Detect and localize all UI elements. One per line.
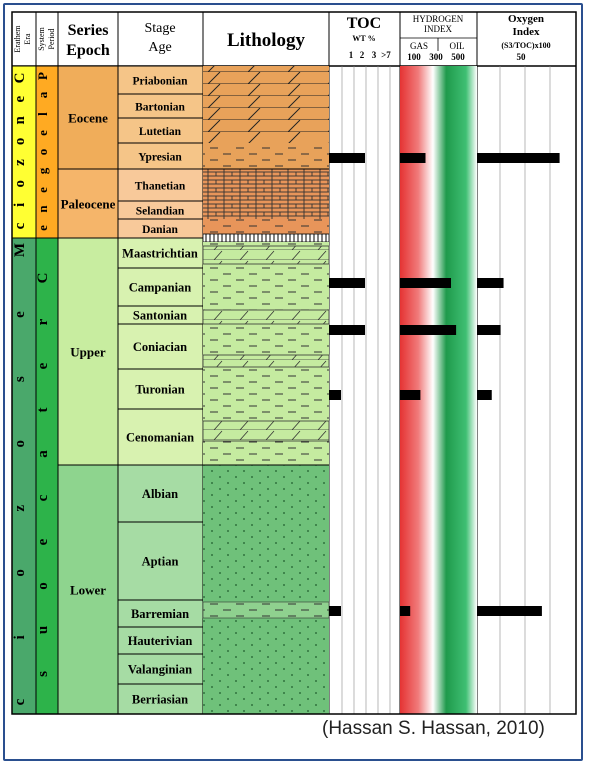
marl-band-hatch [203,310,329,324]
stage-label: Selandian [135,205,185,218]
era-letter: o [12,439,28,448]
hi-tick-label: 500 [451,52,465,62]
bar-oxygen-index-ypresian [477,153,560,163]
era-letter: e [12,311,28,318]
era-cell-cenozoic [12,66,36,238]
marl-band-hatch [203,246,329,264]
oi-tick-label: 50 [516,52,526,62]
lithology-lower-sandstone [203,465,329,714]
system-cell-cretaceous [36,238,58,714]
hi-tick-label: 300 [429,52,443,62]
stage-label: Aptian [141,554,179,569]
header-oi-unit: (S3/TOC)x100 [501,41,551,50]
era-letter: z [12,504,28,512]
header-period: Period [47,28,56,50]
bar-hydrogen-index-barremian [400,606,410,616]
era-letter: M [12,242,28,258]
toc-tick-label: 3 [371,50,377,60]
toc-tick-label: >7 [381,50,391,60]
header-series: Series [67,22,109,39]
system-letter: g [35,167,50,175]
era-letter: C [12,72,28,84]
system-letter: o [35,582,51,590]
system-letter: e [35,130,50,136]
system-letter: l [35,112,50,116]
header-oi-1: Oxygen [507,13,545,25]
system-letter: o [35,148,50,156]
stage-label: Thanetian [134,180,186,193]
header-hi-1: HYDROGEN [412,14,464,24]
header-toc: TOC [346,15,382,32]
system-letter: s [35,671,51,677]
bar-hydrogen-index-ypresian [400,153,426,163]
system-letter: e [35,225,50,231]
bar-toc-ypresian [329,153,365,163]
bar-oxygen-index-santonian [477,325,501,335]
stage-label: Coniacian [132,340,188,354]
header-system: System [37,27,46,51]
stage-label: Santonian [132,308,188,323]
toc-tick-label: 2 [359,50,365,60]
stage-label: Priabonian [132,75,188,88]
stage-label: Valanginian [127,662,193,677]
era-letter: n [12,116,28,125]
header-hi-oil: OIL [449,41,465,51]
header-toc-unit: WT % [352,34,376,43]
stage-label: Hauterivian [127,634,193,648]
lithology-eocene-limestone [203,66,329,143]
system-letter: t [35,407,51,413]
system-letter: e [35,187,50,193]
bar-toc-campanian [329,278,365,288]
header-erathem: Erathem [13,25,22,53]
system-letter: a [35,450,51,458]
era-cell-mesozoic [12,238,36,714]
series-label: Paleocene [60,196,116,212]
era-letter: o [12,137,28,146]
header-hi-2: INDEX [424,24,452,34]
hi-oil-zone [433,66,477,714]
era-letter: c [12,698,28,706]
system-letter: e [35,538,51,546]
system-letter: P [35,72,50,80]
bar-hydrogen-index-santonian [400,325,456,335]
era-letter: i [12,202,28,207]
era-letter: i [12,635,28,640]
barremian-shale-hatch [203,602,329,618]
header-age: Age [148,40,172,55]
series-label: Lower [69,582,107,598]
header-hi-gas: GAS [409,41,429,51]
series-label: Eocene [68,110,108,126]
system-letter: n [35,205,50,213]
era-letter: e [12,95,28,103]
stage-label: Lutetian [138,126,182,138]
system-letter: C [35,272,51,284]
system-letter: r [35,318,51,326]
stage-label: Bartonian [135,101,185,114]
era-letter: z [12,159,28,166]
stage-label: Ypresian [138,151,182,164]
lithology-danian-shale [203,219,329,234]
marl-band-hatch [203,355,329,367]
header-epoch: Epoch [66,42,110,59]
citation: (Hassan S. Hassan, 2010) [322,718,545,739]
lithology-paleocene-dolomite [203,169,329,219]
bar-hydrogen-index-campanian [400,278,451,288]
era-letter: s [12,376,28,383]
system-letter: a [35,91,50,99]
header-lithology: Lithology [226,30,306,51]
bar-hydrogen-index-turonian [400,390,420,400]
stage-label: Albian [141,487,179,501]
stage-label: Maastrichtian [122,246,198,261]
lithology-ypresian-shale [203,143,329,169]
toc-tick-label: 1 [348,50,354,60]
header-stage: Stage [144,21,176,36]
system-letter: c [35,494,51,502]
bar-toc-barremian [329,606,341,616]
stage-label: Campanian [128,280,192,295]
stage-label: Danian [142,224,178,236]
system-letter: e [35,362,51,370]
stage-label: Cenomanian [125,430,195,445]
stage-label: Barremian [130,607,190,621]
era-letter: c [12,222,28,230]
bar-toc-santonian [329,325,365,335]
bar-oxygen-index-barremian [477,606,542,616]
header-oi-2: Index [512,26,540,38]
series-label: Upper [70,344,106,360]
system-letter: u [35,625,51,635]
era-letter: o [12,569,28,577]
bar-toc-turonian [329,390,341,400]
header-era: Era [23,33,32,45]
era-letter: o [12,179,28,188]
bar-oxygen-index-turonian [477,390,492,400]
hi-tick-label: 100 [407,52,421,62]
bar-oxygen-index-campanian [477,278,504,288]
stage-label: Turonian [135,382,185,397]
marl-band-hatch [203,421,329,441]
stage-label: Berriasian [131,692,189,707]
